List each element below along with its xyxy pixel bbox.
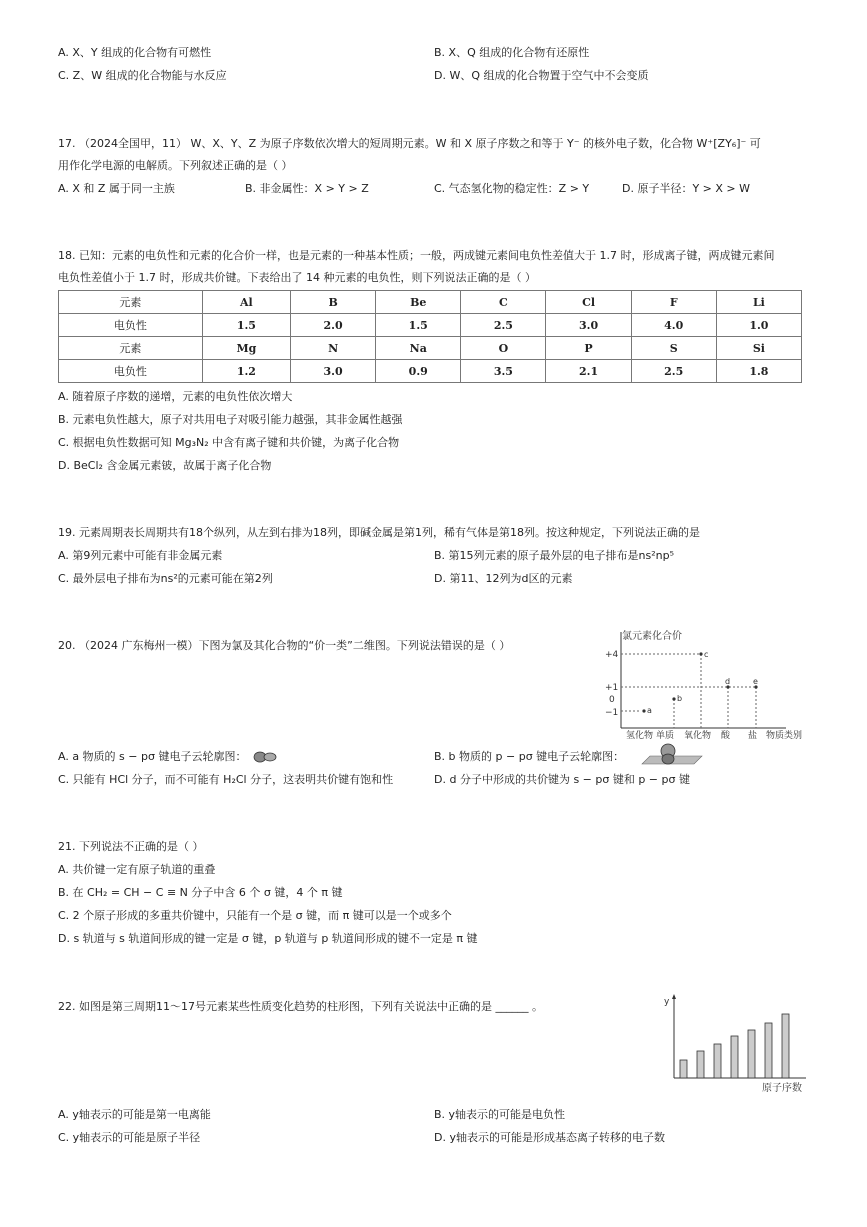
q22-option-a: A. y轴表示的可能是第一电离能 <box>58 1108 211 1121</box>
table-cell: B <box>291 291 376 314</box>
q20-stem: 20. （2024 广东梅州一模）下图为氯及其化合物的“价一类”二维图。下列说法错误的是（ ） <box>58 639 511 652</box>
q20-option-d: D. d 分子中形成的共价键为 s − pσ 键和 p − pσ 键 <box>434 773 690 786</box>
q18-stem-line2: 电负性差值小于 1.7 时，形成共价键。下表给出了 14 种元素的电负性，则下列说法正确的是（ ） <box>58 271 536 284</box>
s-p-sigma-orbital-icon <box>252 750 278 764</box>
p-p-sigma-orbital-icon <box>632 742 704 768</box>
bar <box>748 1030 755 1078</box>
q17-option-a: A. X 和 Z 属于同一主族 <box>58 182 175 195</box>
q16-option-d: D. W、Q 组成的化合物置于空气中不会变质 <box>434 69 649 82</box>
table-cell: 2.1 <box>546 360 631 383</box>
table-row <box>59 360 802 383</box>
q19-option-c: C. 最外层电子排布为ns²的元素可能在第2列 <box>58 572 273 585</box>
table-cell: 1.5 <box>202 314 290 337</box>
q18-option-a: A. 随着原子序数的递增，元素的电负性依次增大 <box>58 390 293 403</box>
y-axis-arrow <box>672 994 676 999</box>
bar <box>680 1060 687 1078</box>
q21-option-d: D. s 轨道与 s 轨道间形成的键一定是 σ 键，p 轨道与 p 轨道间形成的键不一定是 π 键 <box>58 932 478 945</box>
y-tick-label: 0 <box>609 695 615 705</box>
point-b <box>672 697 675 700</box>
y-axis-label: 氯元素化合价 <box>622 631 682 642</box>
table-cell: 2.0 <box>291 314 376 337</box>
x-category-label: 盐 <box>748 731 758 740</box>
q20-option-c: C. 只能有 HCl 分子，而不可能有 H₂Cl 分子，这表明共价键有饱和性 <box>58 773 394 786</box>
x-category-label: 氧化物 <box>684 731 712 740</box>
table-header-cell: 电负性 <box>59 314 203 337</box>
table-cell: C <box>461 291 546 314</box>
y-tick-label: −1 <box>605 708 619 718</box>
table-header-cell: 元素 <box>59 337 203 360</box>
q16-option-c: C. Z、W 组成的化合物能与水反应 <box>58 69 227 82</box>
q17-option-c: C. 气态氢化物的稳定性：Z > Y <box>434 182 590 195</box>
q22-stem: 22. 如图是第三周期11～17号元素某些性质变化趋势的柱形图，下列有关说法中正确的是 ______ 。 <box>58 1000 543 1013</box>
point-label: c <box>704 650 709 659</box>
q22-option-c: C. y轴表示的可能是原子半径 <box>58 1131 201 1144</box>
table-cell: Cl <box>546 291 631 314</box>
y-tick-label: +1 <box>605 683 619 693</box>
bar <box>697 1051 704 1078</box>
table-cell: F <box>631 291 716 314</box>
q21-option-b: B. 在 CH₂ = CH − C ≡ N 分子中含 6 个 σ 键，4 个 π 键 <box>58 886 343 899</box>
q19-option-d: D. 第11、12列为d区的元素 <box>434 572 573 585</box>
table-cell: O <box>461 337 546 360</box>
q20-option-b: B. b 物质的 p − pσ 键电子云轮廓图： <box>434 750 625 763</box>
x-category-label: 单质 <box>656 731 675 740</box>
q18-stem-line1: 18. 已知：元素的电负性和元素的化合价一样，也是元素的一种基本性质；一般，两成键元素间电负性差值大于 1.7 时，形成离子键，两成键元素间 <box>58 249 775 262</box>
table-header-cell: 电负性 <box>59 360 203 383</box>
point-label: e <box>753 677 758 686</box>
x-axis-label: 原子序数 <box>762 1083 802 1094</box>
q22-option-d: D. y轴表示的可能是形成基态离子转移的电子数 <box>434 1131 665 1144</box>
table-cell: 3.5 <box>461 360 546 383</box>
electronegativity-table <box>58 290 802 383</box>
table-cell: N <box>291 337 376 360</box>
q17-stem-line1: 17. （2024全国甲，11） W、X、Y、Z 为原子序数依次增大的短周期元素。W 和 X 原子序数之和等于 Y⁻ 的核外电子数，化合物 W⁺[ZY₆]⁻ 可 <box>58 137 761 150</box>
y-tick-label: +4 <box>605 650 619 660</box>
table-cell: 1.8 <box>716 360 801 383</box>
y-axis-label: y <box>664 997 670 1007</box>
table-cell: Na <box>376 337 461 360</box>
q18-option-d: D. BeCl₂ 含金属元素铍，故属于离子化合物 <box>58 459 272 472</box>
bar <box>782 1014 789 1078</box>
table-cell: S <box>631 337 716 360</box>
table-cell: 2.5 <box>461 314 546 337</box>
table-row <box>59 337 802 360</box>
table-cell: 3.0 <box>546 314 631 337</box>
table-row <box>59 291 802 314</box>
point-label: d <box>725 677 731 686</box>
point-label: a <box>647 706 652 715</box>
q22-option-b: B. y轴表示的可能是电负性 <box>434 1108 566 1121</box>
table-cell: 2.5 <box>631 360 716 383</box>
table-cell: 0.9 <box>376 360 461 383</box>
q21-option-a: A. 共价键一定有原子轨道的重叠 <box>58 863 216 876</box>
q18-option-b: B. 元素电负性越大，原子对共用电子对吸引能力越强，其非金属性越强 <box>58 413 403 426</box>
table-cell: Mg <box>202 337 290 360</box>
q19-option-b: B. 第15列元素的原子最外层的电子排布是ns²np⁵ <box>434 549 675 562</box>
table-cell: P <box>546 337 631 360</box>
q17-option-d: D. 原子半径：Y > X > W <box>622 182 751 195</box>
table-cell: 1.0 <box>716 314 801 337</box>
table-row <box>59 314 802 337</box>
q17-stem-line2: 用作化学电源的电解质。下列叙述正确的是（ ） <box>58 159 293 172</box>
table-cell: Si <box>716 337 801 360</box>
table-cell: 1.5 <box>376 314 461 337</box>
bar <box>765 1023 772 1078</box>
x-axis-label: 物质类别 <box>766 731 803 740</box>
table-cell: 1.2 <box>202 360 290 383</box>
q18-option-c: C. 根据电负性数据可知 Mg₃N₂ 中含有离子键和共价键，为离子化合物 <box>58 436 400 449</box>
q17-option-b: B. 非金属性：X > Y > Z <box>245 182 369 195</box>
table-header-cell: 元素 <box>59 291 203 314</box>
point-c <box>699 652 702 655</box>
x-category-label: 酸 <box>721 731 731 740</box>
bar <box>714 1044 721 1078</box>
period3-bar-chart <box>660 992 812 1094</box>
table-cell: Be <box>376 291 461 314</box>
point-a <box>642 709 645 712</box>
q21-option-c: C. 2 个原子形成的多重共价键中，只能有一个是 σ 键，而 π 键可以是一个或多个 <box>58 909 452 922</box>
bar <box>731 1036 738 1078</box>
table-cell: 4.0 <box>631 314 716 337</box>
q19-option-a: A. 第9列元素中可能有非金属元素 <box>58 549 223 562</box>
table-cell: Al <box>202 291 290 314</box>
q16-option-a: A. X、Y 组成的化合物有可燃性 <box>58 46 212 59</box>
point-label: b <box>677 694 683 703</box>
q21-stem: 21. 下列说法不正确的是（ ） <box>58 840 204 853</box>
chlorine-valence-class-diagram <box>596 628 816 740</box>
x-category-label: 氢化物 <box>626 731 654 740</box>
q16-option-b: B. X、Q 组成的化合物有还原性 <box>434 46 590 59</box>
q19-stem: 19. 元素周期表长周期共有18个纵列，从左到右排为18列，即碱金属是第1列，稀有气体是第18列。按这种规定，下列说法正确的是 <box>58 526 700 539</box>
table-cell: Li <box>716 291 801 314</box>
table-cell: 3.0 <box>291 360 376 383</box>
q20-option-a: A. a 物质的 s − pσ 键电子云轮廓图： <box>58 750 247 763</box>
